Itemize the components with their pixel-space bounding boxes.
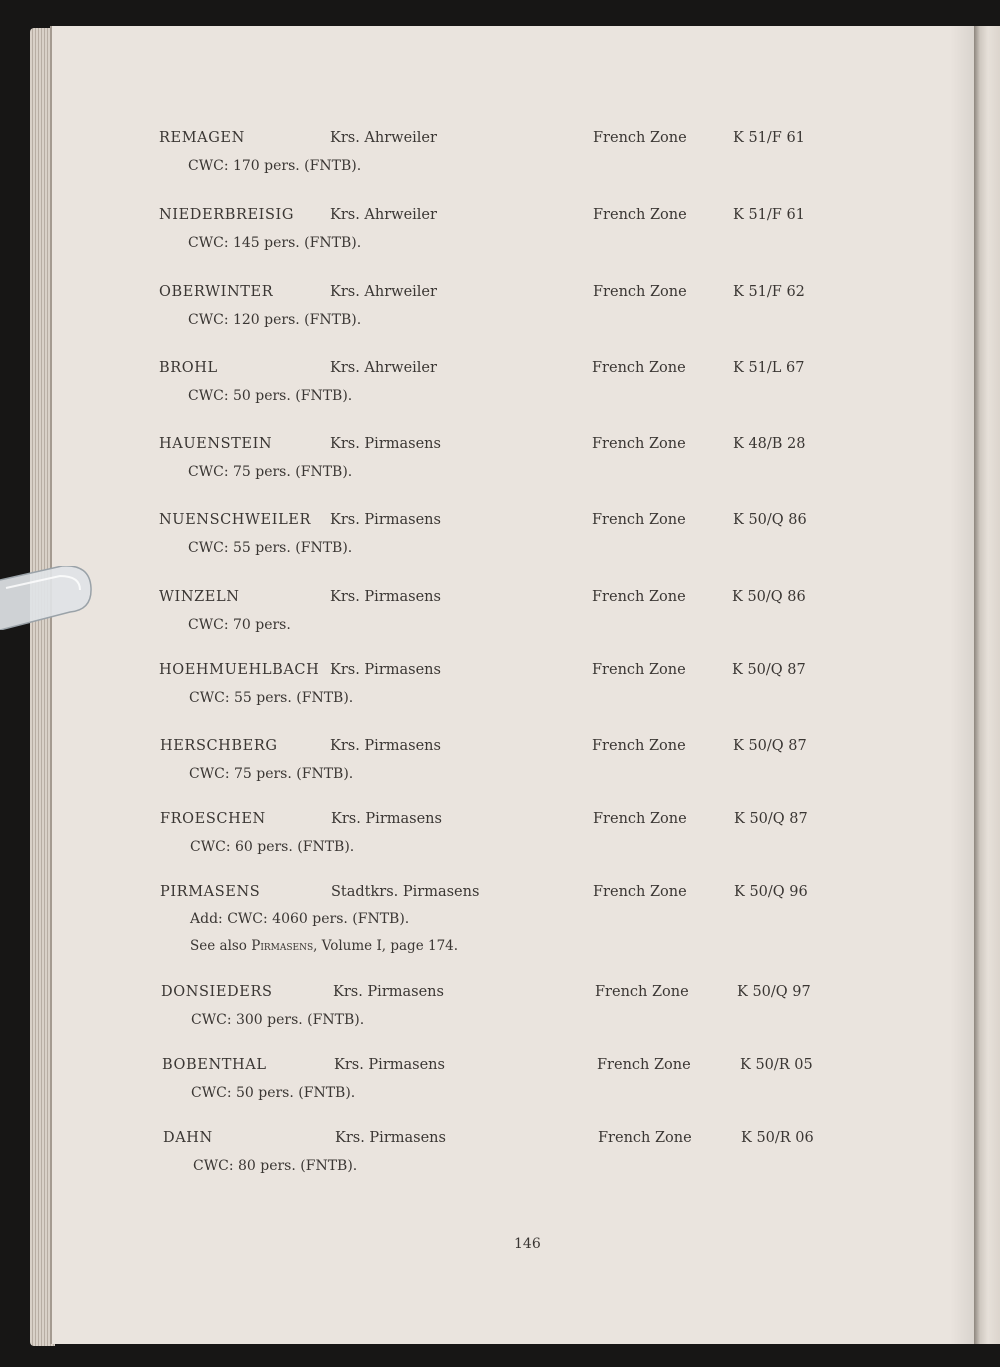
gazetteer-entry [0, 1130, 1000, 1190]
district-name: Krs. Ahrweiler [330, 284, 437, 300]
gazetteer-entry [0, 436, 1000, 496]
gazetteer-entry [0, 738, 1000, 798]
zone-name: French Zone [593, 811, 687, 827]
zone-name: French Zone [597, 1057, 691, 1073]
place-name: DONSIEDERS [161, 984, 273, 1000]
detail-line: CWC: 80 pers. (FNTB). [193, 1158, 358, 1174]
district-name: Krs. Pirmasens [333, 984, 444, 1000]
grid-reference: K 50/Q 87 [733, 738, 807, 754]
district-name: Krs. Pirmasens [330, 436, 441, 452]
place-name: HOEHMUEHLBACH [159, 662, 320, 678]
district-name: Krs. Pirmasens [330, 738, 441, 754]
grid-reference: K 50/Q 87 [734, 811, 808, 827]
grid-reference: K 50/Q 87 [732, 662, 806, 678]
grid-reference: K 50/Q 86 [732, 589, 806, 605]
district-name: Krs. Pirmasens [330, 662, 441, 678]
page-number: 146 [514, 1236, 541, 1252]
zone-name: French Zone [593, 884, 687, 900]
detail-line: CWC: 60 pers. (FNTB). [190, 839, 355, 855]
district-name: Krs. Pirmasens [335, 1130, 446, 1146]
place-name: FROESCHEN [160, 811, 266, 827]
cross-reference-name: Pirmasens [251, 938, 314, 954]
detail-line: CWC: 50 pers. (FNTB). [191, 1085, 356, 1101]
zone-name: French Zone [593, 130, 687, 146]
zone-name: French Zone [592, 436, 686, 452]
district-name: Krs. Ahrweiler [330, 207, 437, 223]
place-name: NIEDERBREISIG [159, 207, 295, 223]
place-name: BROHL [159, 360, 218, 376]
zone-name: French Zone [593, 284, 687, 300]
place-name: HAUENSTEIN [159, 436, 273, 452]
zone-name: French Zone [592, 738, 686, 754]
place-name: WINZELN [159, 589, 240, 605]
place-name: REMAGEN [159, 130, 245, 146]
gazetteer-entry [0, 984, 1000, 1044]
zone-name: French Zone [592, 512, 686, 528]
zone-name: French Zone [598, 1130, 692, 1146]
gazetteer-entry [0, 589, 1000, 649]
cross-reference-suffix: , Volume I, page 174. [313, 938, 459, 954]
gazetteer-entry [0, 662, 1000, 722]
detail-line: CWC: 55 pers. (FNTB). [189, 690, 354, 706]
grid-reference: K 51/F 61 [733, 130, 805, 146]
place-name: OBERWINTER [159, 284, 274, 300]
grid-reference: K 50/Q 97 [737, 984, 811, 1000]
district-name: Krs. Ahrweiler [330, 360, 437, 376]
grid-reference: K 51/F 61 [733, 207, 805, 223]
grid-reference: K 51/L 67 [733, 360, 805, 376]
gazetteer-entry [0, 207, 1000, 267]
detail-line: Add: CWC: 4060 pers. (FNTB). [190, 911, 410, 927]
district-name: Stadtkrs. Pirmasens [331, 884, 480, 900]
grid-reference: K 50/R 06 [741, 1130, 814, 1146]
zone-name: French Zone [595, 984, 689, 1000]
district-name: Krs. Pirmasens [331, 811, 442, 827]
place-name: PIRMASENS [160, 884, 261, 900]
grid-reference: K 51/F 62 [733, 284, 805, 300]
cross-reference-prefix: See also [190, 938, 252, 954]
zone-name: French Zone [592, 589, 686, 605]
zone-name: French Zone [592, 360, 686, 376]
detail-line: CWC: 50 pers. (FNTB). [188, 388, 353, 404]
detail-line: CWC: 75 pers. (FNTB). [188, 464, 353, 480]
gazetteer-entry [0, 811, 1000, 871]
detail-line: CWC: 75 pers. (FNTB). [189, 766, 354, 782]
place-name: NUENSCHWEILER [159, 512, 311, 528]
place-name: DAHN [163, 1130, 213, 1146]
place-name: HERSCHBERG [160, 738, 278, 754]
detail-line: CWC: 170 pers. (FNTB). [188, 158, 362, 174]
gazetteer-entry [0, 1057, 1000, 1117]
detail-line: CWC: 70 pers. [188, 617, 291, 633]
gazetteer-entry [0, 884, 1000, 964]
grid-reference: K 48/B 28 [733, 436, 806, 452]
grid-reference: K 50/R 05 [740, 1057, 813, 1073]
grid-reference: K 50/Q 96 [734, 884, 808, 900]
cross-reference [190, 938, 458, 954]
district-name: Krs. Pirmasens [330, 512, 441, 528]
zone-name: French Zone [592, 662, 686, 678]
district-name: Krs. Pirmasens [334, 1057, 445, 1073]
gazetteer-entry [0, 284, 1000, 344]
district-name: Krs. Ahrweiler [330, 130, 437, 146]
grid-reference: K 50/Q 86 [733, 512, 807, 528]
detail-line: CWC: 300 pers. (FNTB). [191, 1012, 365, 1028]
detail-line: CWC: 145 pers. (FNTB). [188, 235, 362, 251]
district-name: Krs. Pirmasens [330, 589, 441, 605]
gazetteer-entry [0, 360, 1000, 420]
detail-line: CWC: 120 pers. (FNTB). [188, 312, 362, 328]
gazetteer-entry [0, 130, 1000, 190]
detail-line: CWC: 55 pers. (FNTB). [188, 540, 353, 556]
zone-name: French Zone [593, 207, 687, 223]
place-name: BOBENTHAL [162, 1057, 267, 1073]
gazetteer-entry [0, 512, 1000, 572]
